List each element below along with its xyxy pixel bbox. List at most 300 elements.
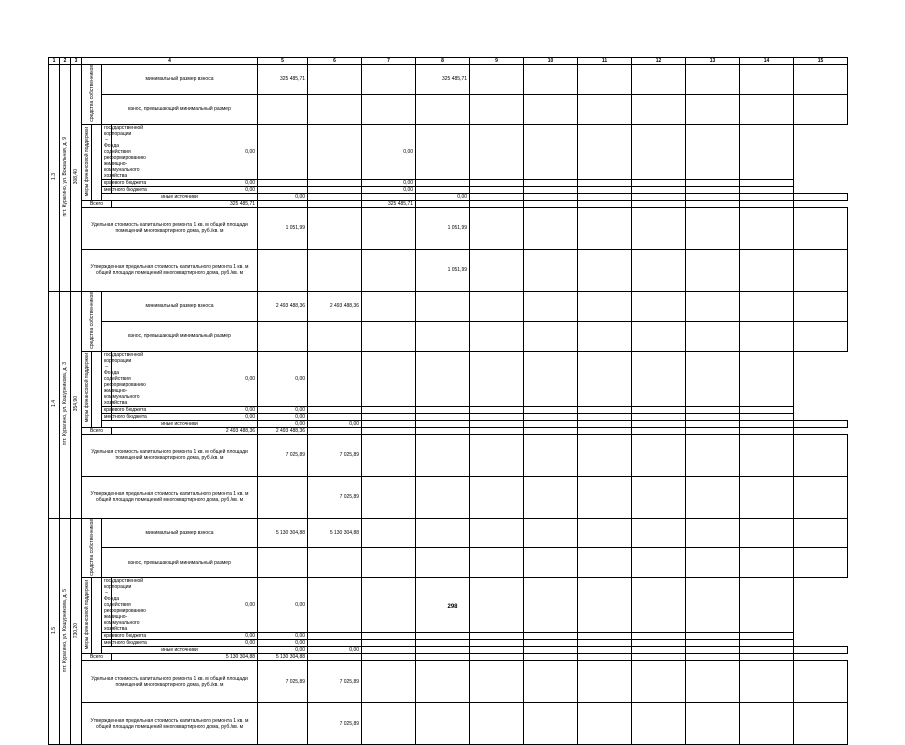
row-label-state_corp: государственной корпорации – Фонда содействия реформированию жилищно-коммунального хозяйства [102, 351, 112, 406]
block-area [71, 65, 82, 292]
page-number: 298 [447, 604, 458, 610]
row-label-total: Всего [82, 654, 112, 661]
value-c10 [524, 193, 578, 200]
row-label-other: иные источники [102, 647, 258, 654]
value-c12 [632, 518, 686, 548]
value-c10 [524, 321, 578, 351]
value-c5: 5 130 304,88 [258, 518, 308, 548]
value-c9 [416, 200, 470, 207]
value-c12 [578, 200, 632, 207]
value-c8 [362, 351, 416, 406]
value-c9 [470, 207, 524, 249]
col-header: 4 [82, 58, 258, 65]
value-c15 [794, 518, 848, 548]
value-c8 [362, 427, 416, 434]
value-c6: 7 025,89 [308, 661, 362, 703]
value-c7 [362, 476, 416, 518]
value-c13 [686, 434, 740, 476]
value-c12 [632, 291, 686, 321]
value-c15 [794, 661, 848, 703]
value-c14 [740, 94, 794, 124]
value-c12 [632, 434, 686, 476]
value-c7 [362, 518, 416, 548]
value-c13 [632, 654, 686, 661]
row-label-regional: краевого бюджета [102, 633, 112, 640]
value-c9 [416, 413, 470, 420]
table-row [49, 249, 848, 291]
value-c12 [578, 179, 632, 186]
value-c9 [416, 406, 470, 413]
value-c7 [308, 654, 362, 661]
value-c5: 0,00 [112, 578, 258, 633]
value-c15 [740, 186, 794, 193]
value-c7 [362, 321, 416, 351]
value-c12 [632, 321, 686, 351]
value-c14 [740, 518, 794, 548]
value-c7 [362, 434, 416, 476]
value-c14 [686, 351, 740, 406]
table-row [49, 427, 848, 434]
value-c13 [632, 427, 686, 434]
value-c11 [578, 291, 632, 321]
value-c7 [308, 427, 362, 434]
value-c11 [578, 434, 632, 476]
table-row [49, 186, 848, 193]
value-c9 [470, 249, 524, 291]
value-c11 [524, 351, 578, 406]
col-header: 6 [308, 58, 362, 65]
value-c14 [740, 647, 794, 654]
value-c8 [416, 518, 470, 548]
value-c5: 325 485,71 [112, 200, 258, 207]
table-row [49, 351, 848, 406]
value-c6: 5 130 304,88 [258, 654, 308, 661]
value-c5: 0,00 [258, 420, 308, 427]
support-measures-label [82, 124, 92, 200]
value-c11 [524, 124, 578, 179]
block-number [49, 291, 60, 518]
value-c5 [258, 94, 308, 124]
value-c7 [362, 249, 416, 291]
value-c12 [578, 654, 632, 661]
value-c7 [308, 413, 362, 420]
value-c10 [524, 518, 578, 548]
value-c15 [794, 291, 848, 321]
value-c11 [524, 200, 578, 207]
value-c8: 1 051,99 [416, 249, 470, 291]
value-c12 [632, 703, 686, 745]
value-c9 [416, 179, 470, 186]
value-c14 [740, 548, 794, 578]
value-c10 [470, 633, 524, 640]
value-c9 [416, 427, 470, 434]
block-address [60, 518, 71, 745]
value-c9 [470, 193, 524, 200]
value-c11 [524, 633, 578, 640]
value-c10 [524, 65, 578, 95]
value-c13 [686, 207, 740, 249]
value-c5: 0,00 [112, 124, 258, 179]
value-c12 [632, 249, 686, 291]
table-row [49, 94, 848, 124]
value-c15 [740, 640, 794, 647]
funds-owners-label-text: средства собственников [88, 291, 95, 349]
value-c12 [578, 406, 632, 413]
col-header: 7 [362, 58, 416, 65]
block-number-text: 1.4 [51, 400, 57, 408]
row-label-other: иные источники [102, 193, 258, 200]
value-c10 [524, 207, 578, 249]
value-c11 [524, 654, 578, 661]
table-row [49, 640, 848, 647]
value-c10 [524, 434, 578, 476]
value-c7 [308, 406, 362, 413]
row-label-min_fee: минимальный размер взноса [102, 518, 258, 548]
value-c9 [470, 420, 524, 427]
value-c8: 325 485,71 [416, 65, 470, 95]
value-c6 [258, 186, 308, 193]
value-c7 [308, 633, 362, 640]
support-measures-sub [92, 351, 102, 427]
value-c5: 0,00 [112, 186, 258, 193]
value-c12 [578, 186, 632, 193]
value-c6 [258, 124, 308, 179]
value-c6 [258, 179, 308, 186]
value-c12 [578, 413, 632, 420]
value-c9 [470, 548, 524, 578]
funds-owners-label-text: средства собственников [88, 518, 95, 576]
table-row [49, 476, 848, 518]
value-c6 [308, 321, 362, 351]
value-c10 [470, 186, 524, 193]
value-c10 [470, 179, 524, 186]
value-c14 [740, 249, 794, 291]
value-c5: 0,00 [112, 633, 258, 640]
value-c11 [524, 413, 578, 420]
value-c7 [308, 124, 362, 179]
value-c9 [470, 476, 524, 518]
value-c6 [308, 65, 362, 95]
value-c6: 2 493 488,36 [308, 291, 362, 321]
value-c10 [524, 647, 578, 654]
block-number-text: 1.5 [51, 626, 57, 634]
support-measures-label-text: меры финансовой поддержки [83, 580, 90, 650]
value-c12 [632, 647, 686, 654]
value-c8 [416, 647, 470, 654]
value-c14 [686, 413, 740, 420]
table-row [49, 124, 848, 179]
table-row [49, 633, 848, 640]
value-c11 [578, 207, 632, 249]
value-c8 [416, 661, 470, 703]
value-c7 [362, 661, 416, 703]
block-address-text: пгт. Курагино, ул. Кошурникова, д. 5 [62, 588, 68, 672]
row-label-over_fee: взнос, превышающий минимальный размер [102, 94, 258, 124]
table-row [49, 200, 848, 207]
value-c7 [362, 703, 416, 745]
value-c6: 0,00 [258, 351, 308, 406]
funds-owners-label [82, 65, 102, 125]
value-c6 [308, 249, 362, 291]
table-row [49, 321, 848, 351]
value-c11 [578, 647, 632, 654]
value-c15 [794, 548, 848, 578]
value-c13 [632, 640, 686, 647]
row-label-total: Всего [82, 200, 112, 207]
value-c12 [632, 65, 686, 95]
table-row [49, 291, 848, 321]
value-c14 [740, 321, 794, 351]
table-row [49, 179, 848, 186]
col-header: 15 [794, 58, 848, 65]
value-c8 [416, 434, 470, 476]
column-number-row [49, 58, 848, 65]
value-c7 [362, 291, 416, 321]
value-c10 [470, 413, 524, 420]
value-c13 [686, 291, 740, 321]
row-label-cost_per_sqm: Удельная стоимость капитального ремонта 1 кв. м общей площади помещений многоквартирного дома, руб./кв. м [82, 434, 258, 476]
value-c13 [686, 420, 740, 427]
value-c5: 0,00 [112, 413, 258, 420]
value-c5 [258, 321, 308, 351]
value-c5: 0,00 [112, 179, 258, 186]
table-row [49, 413, 848, 420]
block-area-text: 730,20 [73, 622, 79, 639]
value-c15 [794, 207, 848, 249]
value-c14 [686, 406, 740, 413]
value-c14 [686, 200, 740, 207]
support-measures-label-text: меры финансовой поддержки [83, 353, 90, 423]
block-number [49, 518, 60, 745]
value-c9 [470, 65, 524, 95]
value-c7 [362, 207, 416, 249]
value-c14 [686, 186, 740, 193]
value-c11 [524, 406, 578, 413]
value-c5: 0,00 [112, 351, 258, 406]
value-c6 [308, 94, 362, 124]
value-c15 [794, 420, 848, 427]
row-label-cost_per_sqm: Удельная стоимость капитального ремонта 1 кв. м общей площади помещений многоквартирного дома, руб./кв. м [82, 661, 258, 703]
value-c9 [416, 186, 470, 193]
value-c5: 1 051,99 [258, 207, 308, 249]
value-c11 [578, 65, 632, 95]
support-measures-label [82, 351, 92, 427]
support-measures-sub [92, 578, 102, 654]
value-c12 [632, 94, 686, 124]
table-row [49, 703, 848, 745]
value-c10 [470, 124, 524, 179]
value-c11 [578, 518, 632, 548]
table-row [49, 193, 848, 200]
value-c10 [470, 406, 524, 413]
value-c13 [686, 249, 740, 291]
value-c15 [740, 179, 794, 186]
value-c10 [524, 661, 578, 703]
block-area [71, 518, 82, 745]
value-c6: 2 493 488,36 [258, 427, 308, 434]
value-c9 [470, 703, 524, 745]
value-c15 [740, 124, 794, 179]
table-row [49, 518, 848, 548]
row-label-regional: краевого бюджета [102, 406, 112, 413]
value-c12 [632, 193, 686, 200]
row-label-min_fee: минимальный размер взноса [102, 291, 258, 321]
value-c12 [632, 548, 686, 578]
funds-owners-label [82, 518, 102, 578]
value-c5 [258, 476, 308, 518]
funds-owners-label [82, 291, 102, 351]
value-c10 [470, 427, 524, 434]
value-c13 [686, 518, 740, 548]
table-row [49, 420, 848, 427]
value-c11 [524, 427, 578, 434]
row-label-min_fee: минимальный размер взноса [102, 65, 258, 95]
value-c14 [686, 124, 740, 179]
value-c14 [740, 193, 794, 200]
col-header: 9 [470, 58, 524, 65]
value-c11 [524, 186, 578, 193]
row-label-max_cost_per_sqm: Утвержденная предельная стоимость капитального ремонта 1 кв. м общей площади помещений многоквартирного дома, руб./кв. м [82, 249, 258, 291]
value-c7 [362, 94, 416, 124]
row-label-state_corp: государственной корпорации – Фонда содействия реформированию жилищно-коммунального хозяйства [102, 124, 112, 179]
value-c6: 0,00 [258, 413, 308, 420]
value-c8 [416, 94, 470, 124]
value-c6: 7 025,89 [308, 434, 362, 476]
value-c8 [416, 703, 470, 745]
value-c5 [258, 249, 308, 291]
value-c6: 7 025,89 [308, 703, 362, 745]
row-label-over_fee: взнос, превышающий минимальный размер [102, 548, 258, 578]
value-c6: 0,00 [258, 578, 308, 633]
value-c11 [524, 179, 578, 186]
value-c15 [794, 65, 848, 95]
value-c13 [686, 548, 740, 578]
value-c10 [524, 476, 578, 518]
table-row [49, 654, 848, 661]
value-c10 [470, 654, 524, 661]
value-c10 [470, 200, 524, 207]
row-label-local: местного бюджета [102, 640, 112, 647]
value-c9 [470, 291, 524, 321]
value-c7 [362, 420, 416, 427]
value-c8 [416, 291, 470, 321]
capital-repair-table [48, 57, 848, 745]
block-address [60, 65, 71, 292]
value-c6 [308, 207, 362, 249]
value-c8 [416, 548, 470, 578]
value-c8 [362, 654, 416, 661]
funds-owners-label-text: средства собственников [88, 65, 95, 122]
table-row [49, 406, 848, 413]
row-label-local: местного бюджета [102, 186, 112, 193]
value-c15 [740, 351, 794, 406]
value-c12 [632, 420, 686, 427]
value-c15 [794, 476, 848, 518]
value-c7 [362, 193, 416, 200]
value-c8: 0,00 [362, 179, 416, 186]
value-c7 [308, 351, 362, 406]
value-c8 [362, 633, 416, 640]
value-c5: 0,00 [258, 193, 308, 200]
value-c8: 0,00 [362, 124, 416, 179]
value-c12 [632, 661, 686, 703]
value-c13 [686, 65, 740, 95]
value-c8: 0,00 [362, 186, 416, 193]
support-measures-label-text: меры финансовой поддержки [83, 126, 90, 196]
col-header: 8 [416, 58, 470, 65]
row-label-max_cost_per_sqm: Утвержденная предельная стоимость капитального ремонта 1 кв. м общей площади помещений многоквартирного дома, руб./кв. м [82, 476, 258, 518]
value-c10 [470, 351, 524, 406]
value-c11 [578, 420, 632, 427]
block-address-text: пгт. Курагино, ул. Вокзальная, д. 9 [62, 137, 68, 217]
value-c13 [632, 413, 686, 420]
value-c11 [578, 94, 632, 124]
support-measures-sub [92, 124, 102, 200]
value-c10 [524, 703, 578, 745]
value-c7 [362, 548, 416, 578]
row-label-total: Всего [82, 427, 112, 434]
value-c7 [362, 647, 416, 654]
value-c15 [794, 703, 848, 745]
value-c5: 0,00 [112, 640, 258, 647]
value-c14 [686, 427, 740, 434]
value-c11 [578, 661, 632, 703]
value-c13 [632, 351, 686, 406]
value-c9 [416, 124, 470, 179]
value-c13 [686, 476, 740, 518]
value-c6 [308, 193, 362, 200]
value-c13 [632, 179, 686, 186]
value-c9 [416, 640, 470, 647]
row-label-regional: краевого бюджета [102, 179, 112, 186]
row-label-other: иные источники [102, 420, 258, 427]
value-c6: 0,00 [308, 420, 362, 427]
value-c15 [740, 654, 794, 661]
value-c14 [740, 703, 794, 745]
block-number [49, 65, 60, 292]
value-c13 [632, 124, 686, 179]
value-c10 [524, 94, 578, 124]
value-c5: 7 025,89 [258, 434, 308, 476]
value-c7 [308, 179, 362, 186]
value-c14 [686, 633, 740, 640]
value-c10 [470, 640, 524, 647]
value-c14 [686, 654, 740, 661]
value-c11 [578, 249, 632, 291]
value-c14 [740, 65, 794, 95]
value-c10 [524, 249, 578, 291]
value-c14 [740, 434, 794, 476]
value-c14 [686, 640, 740, 647]
value-c8: 325 485,71 [362, 200, 416, 207]
value-c5: 0,00 [258, 647, 308, 654]
value-c8 [416, 321, 470, 351]
value-c14 [740, 207, 794, 249]
col-header: 14 [740, 58, 794, 65]
value-c15 [794, 249, 848, 291]
block-address [60, 291, 71, 518]
value-c13 [686, 94, 740, 124]
value-c13 [686, 321, 740, 351]
col-header: 2 [60, 58, 71, 65]
block-number-text: 1.3 [51, 173, 57, 181]
value-c6: 0,00 [258, 406, 308, 413]
value-c5: 7 025,89 [258, 661, 308, 703]
value-c13 [632, 633, 686, 640]
value-c14 [740, 291, 794, 321]
block-area [71, 291, 82, 518]
value-c12 [632, 476, 686, 518]
